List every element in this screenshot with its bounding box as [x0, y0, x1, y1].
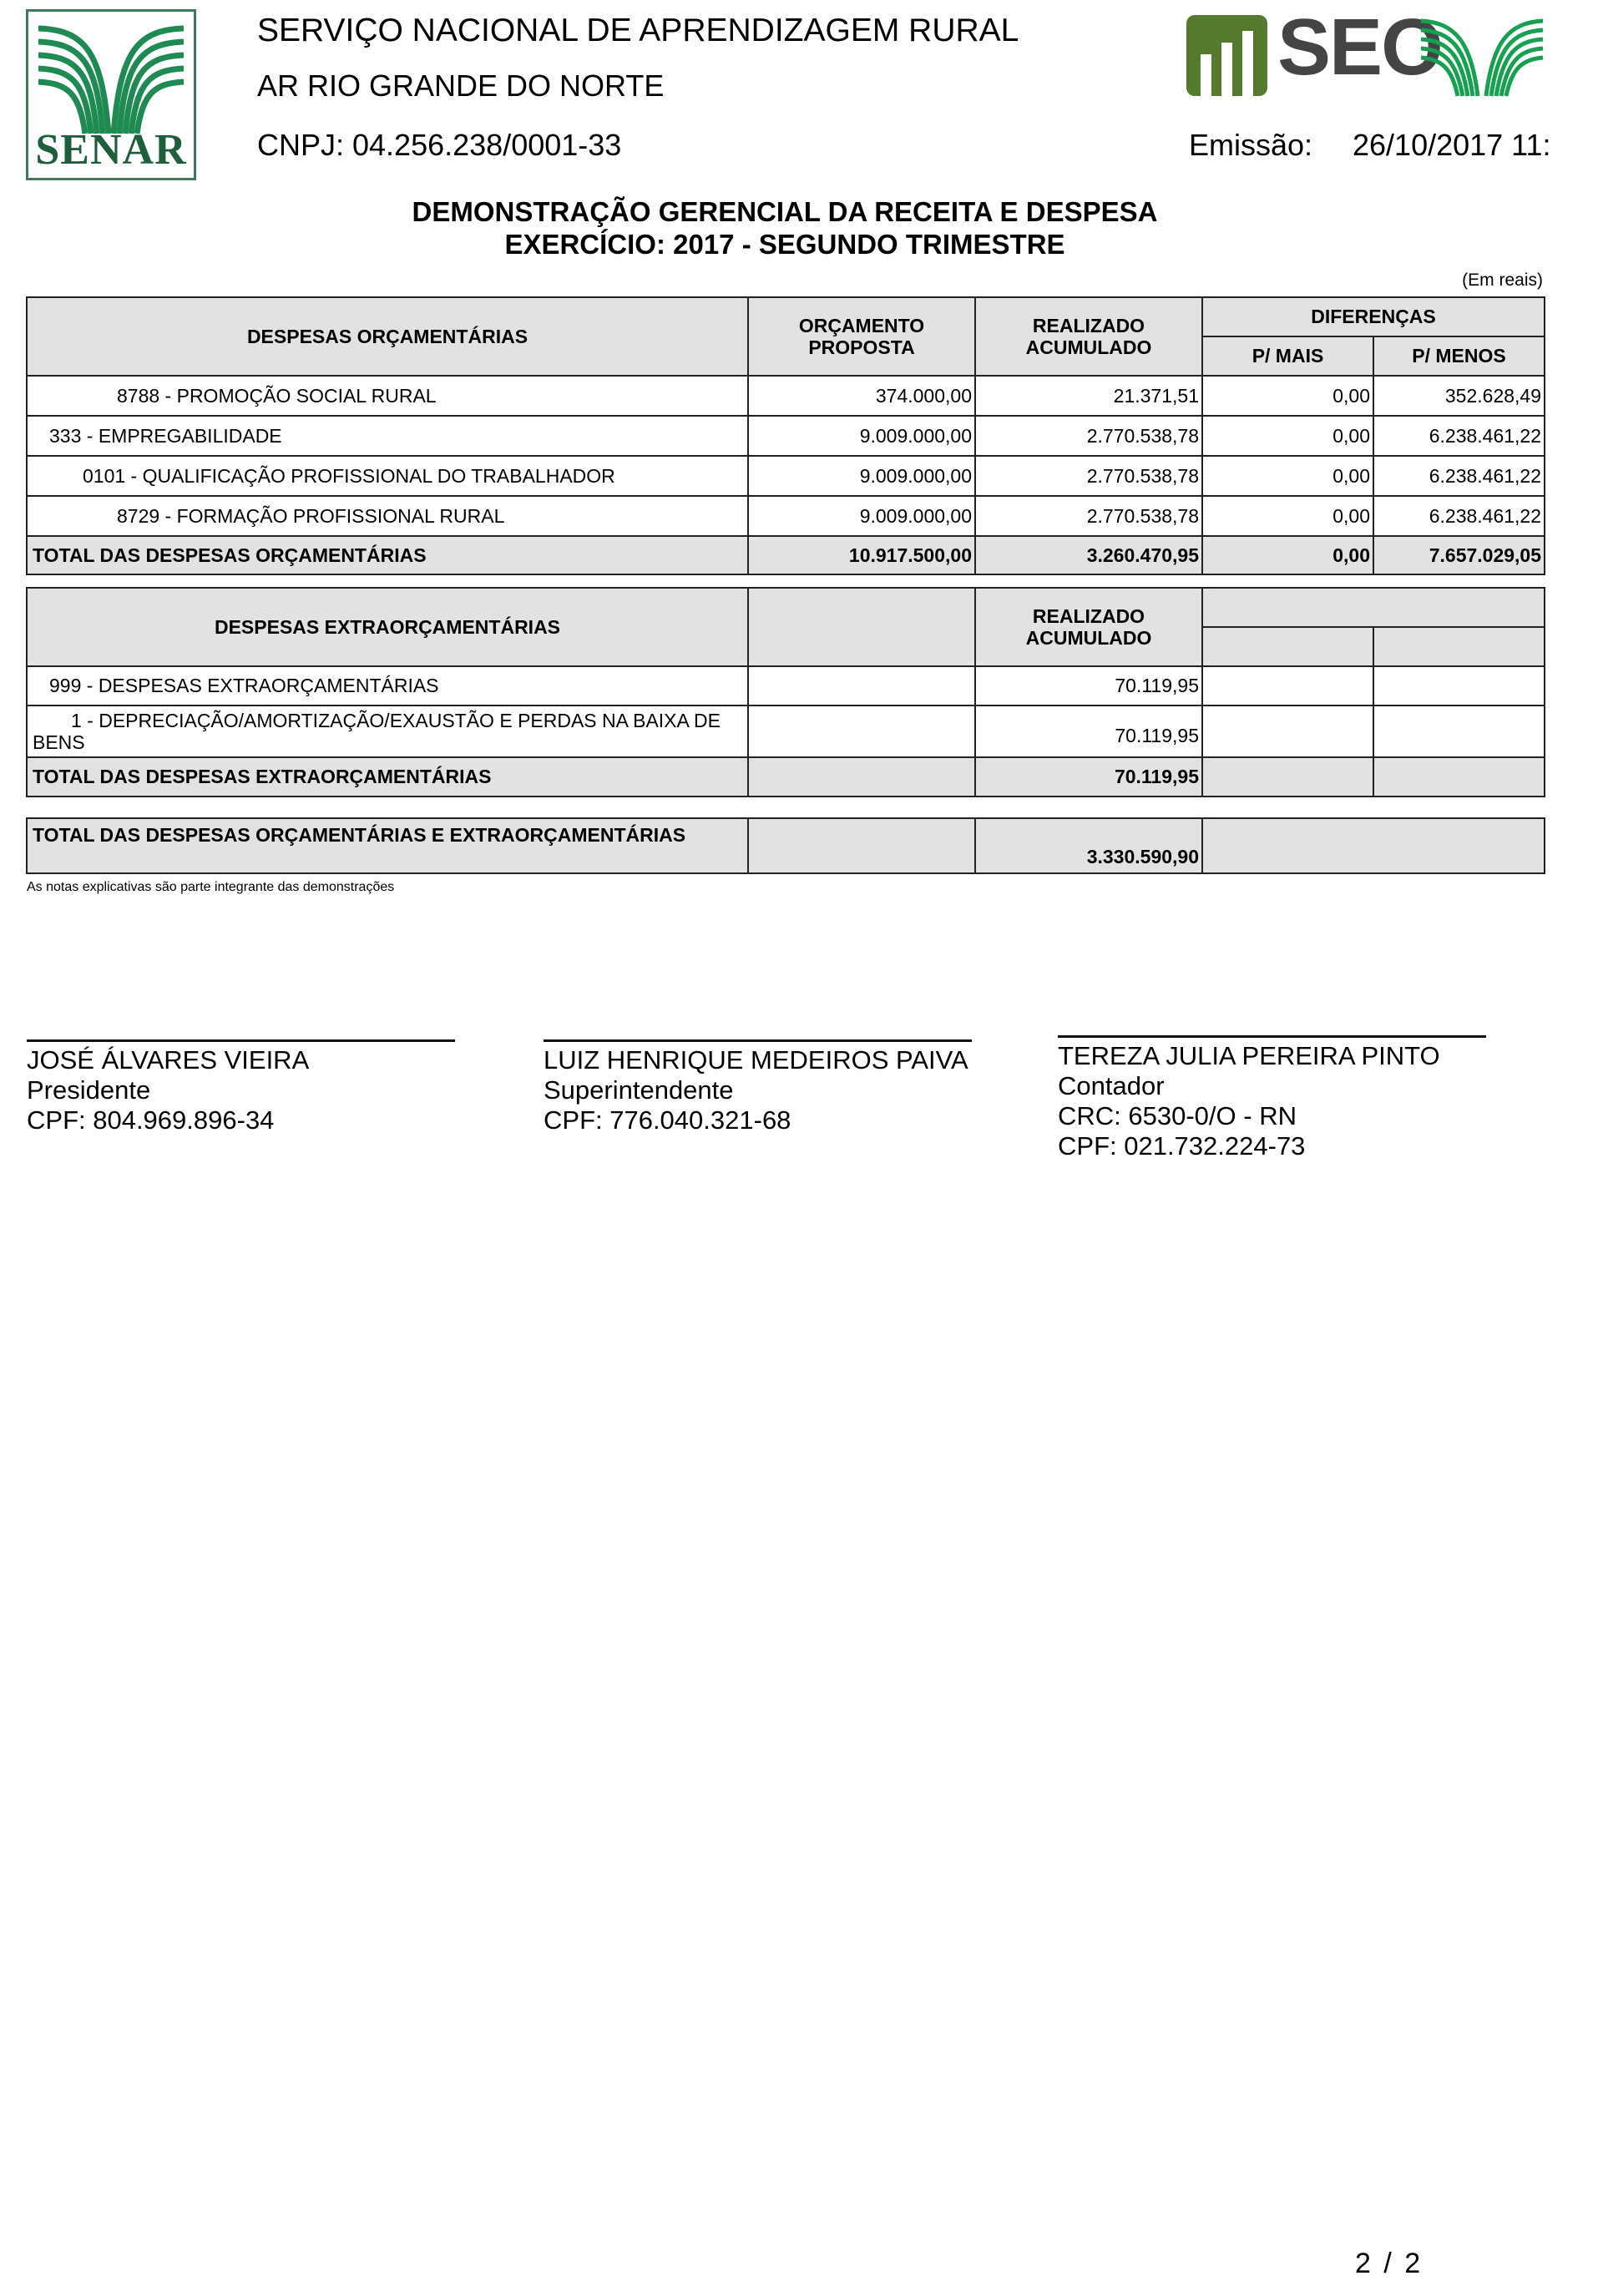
signatory-cpf: CPF: 804.969.896-34 — [27, 1105, 275, 1135]
grand-total-empty — [748, 818, 975, 873]
total-realizado: 70.119,95 — [975, 757, 1202, 797]
row-description: 1 - DEPRECIAÇÃO/AMORTIZAÇÃO/EXAUSTÃO E PERDAS NA BAIXA DE BENS — [27, 705, 748, 757]
col-header-orcamento: ORÇAMENTO PROPOSTA — [748, 297, 975, 376]
row-realizado: 2.770.538,78 — [975, 456, 1202, 496]
row-realizado: 70.119,95 — [975, 666, 1202, 705]
extra-budget-expenses-table — [26, 587, 1545, 797]
signatory-role: Contador — [1058, 1071, 1165, 1100]
row-description: 0101 - QUALIFICAÇÃO PROFISSIONAL DO TRABALHADOR — [27, 456, 748, 496]
bar-chart-icon — [1186, 15, 1267, 96]
table-row — [27, 496, 1545, 536]
row-description: 999 - DESPESAS EXTRAORÇAMENTÁRIAS — [27, 666, 748, 705]
row-p-mais: 0,00 — [1202, 456, 1373, 496]
col-header-description: DESPESAS ORÇAMENTÁRIAS — [27, 297, 748, 376]
emission-label: Emissão: — [1189, 128, 1313, 162]
row-empty — [1373, 705, 1545, 757]
seo-logo-text: SEO — [1277, 3, 1442, 92]
total-orcamento: 10.917.500,00 — [748, 536, 975, 574]
signatory-name: TEREZA JULIA PEREIRA PINTO — [1058, 1041, 1440, 1070]
total-description: TOTAL DAS DESPESAS EXTRAORÇAMENTÁRIAS — [27, 757, 748, 797]
signatory-crc: CRC: 6530-0/O - RN — [1058, 1101, 1297, 1130]
signatory-name: JOSÉ ÁLVARES VIEIRA — [27, 1045, 310, 1075]
table-row — [27, 416, 1545, 456]
table-row — [27, 376, 1545, 416]
row-p-menos: 6.238.461,22 — [1373, 456, 1545, 496]
total-p-mais: 0,00 — [1202, 536, 1373, 574]
grand-total-realizado: 3.330.590,90 — [975, 818, 1202, 873]
row-orcamento: 9.009.000,00 — [748, 456, 975, 496]
senar-logo — [26, 9, 196, 180]
row-orcamento: 9.009.000,00 — [748, 416, 975, 456]
signatory-role: Presidente — [27, 1075, 151, 1105]
signatory-role: Superintendente — [544, 1075, 734, 1105]
total-p-menos: 7.657.029,05 — [1373, 536, 1545, 574]
col-header-empty — [1202, 588, 1545, 627]
seo-logo — [1186, 3, 1545, 100]
col-header-empty — [1202, 627, 1373, 666]
total-empty — [748, 757, 975, 797]
row-realizado: 70.119,95 — [975, 705, 1202, 757]
row-p-mais: 0,00 — [1202, 416, 1373, 456]
col-header-realizado: REALIZADO ACUMULADO — [975, 588, 1202, 666]
table-row — [27, 666, 1545, 705]
signature-block-president — [27, 1039, 455, 1135]
grand-total-description: TOTAL DAS DESPESAS ORÇAMENTÁRIAS E EXTRAORÇAMENTÁRIAS — [27, 818, 748, 873]
currency-unit: (Em reais) — [1462, 271, 1543, 290]
row-p-menos: 6.238.461,22 — [1373, 496, 1545, 536]
row-empty — [748, 705, 975, 757]
row-realizado: 2.770.538,78 — [975, 416, 1202, 456]
row-empty — [748, 666, 975, 705]
total-empty — [1202, 757, 1373, 797]
signatory-name: LUIZ HENRIQUE MEDEIROS PAIVA — [544, 1045, 968, 1075]
emission-datetime: 26/10/2017 11: — [1353, 128, 1551, 162]
org-name: SERVIÇO NACIONAL DE APRENDIZAGEM RURAL — [257, 13, 1019, 48]
col-header-p-menos: P/ MENOS — [1373, 336, 1545, 376]
row-empty — [1202, 666, 1373, 705]
regional-name: AR RIO GRANDE DO NORTE — [257, 68, 665, 103]
grand-total-table — [26, 817, 1545, 874]
col-header-description: DESPESAS EXTRAORÇAMENTÁRIAS — [27, 588, 748, 666]
cnpj: CNPJ: 04.256.238/0001-33 — [257, 128, 622, 162]
wheat-arch-icon — [35, 18, 187, 135]
page-number: 2 / 2 — [1355, 2248, 1421, 2279]
signature-block-accountant — [1058, 1035, 1486, 1161]
total-description: TOTAL DAS DESPESAS ORÇAMENTÁRIAS — [27, 536, 748, 574]
signatory-cpf: CPF: 021.732.224-73 — [1058, 1131, 1306, 1161]
row-p-menos: 352.628,49 — [1373, 376, 1545, 416]
table-row — [27, 456, 1545, 496]
table-row — [27, 705, 1545, 757]
row-p-mais: 0,00 — [1202, 376, 1373, 416]
report-title: DEMONSTRAÇÃO GERENCIAL DA RECEITA E DESPESA — [412, 196, 1158, 227]
signature-block-superintendent — [544, 1039, 972, 1135]
row-p-mais: 0,00 — [1202, 496, 1373, 536]
row-p-menos: 6.238.461,22 — [1373, 416, 1545, 456]
row-description: 333 - EMPREGABILIDADE — [27, 416, 748, 456]
row-description: 8729 - FORMAÇÃO PROFISSIONAL RURAL — [27, 496, 748, 536]
row-empty — [1202, 705, 1373, 757]
wheat-arch-icon — [1419, 16, 1545, 98]
row-orcamento: 374.000,00 — [748, 376, 975, 416]
row-orcamento: 9.009.000,00 — [748, 496, 975, 536]
grand-total-empty — [1202, 818, 1545, 873]
total-empty — [1373, 757, 1545, 797]
explanatory-note: As notas explicativas são parte integrante das demonstrações — [27, 880, 395, 894]
row-realizado: 21.371,51 — [975, 376, 1202, 416]
col-header-empty — [1373, 627, 1545, 666]
budget-expenses-table — [26, 296, 1545, 575]
report-period: EXERCÍCIO: 2017 - SEGUNDO TRIMESTRE — [504, 229, 1065, 260]
col-header-diferencas: DIFERENÇAS — [1202, 297, 1545, 336]
total-row — [27, 757, 1545, 797]
total-realizado: 3.260.470,95 — [975, 536, 1202, 574]
signatory-cpf: CPF: 776.040.321-68 — [544, 1105, 791, 1135]
col-header-realizado: REALIZADO ACUMULADO — [975, 297, 1202, 376]
row-description: 8788 - PROMOÇÃO SOCIAL RURAL — [27, 376, 748, 416]
grand-total-row — [27, 818, 1545, 873]
senar-logo-text: SENAR — [35, 126, 187, 174]
col-header-p-mais: P/ MAIS — [1202, 336, 1373, 376]
row-realizado: 2.770.538,78 — [975, 496, 1202, 536]
col-header-empty — [748, 588, 975, 666]
row-empty — [1373, 666, 1545, 705]
total-row — [27, 536, 1545, 574]
